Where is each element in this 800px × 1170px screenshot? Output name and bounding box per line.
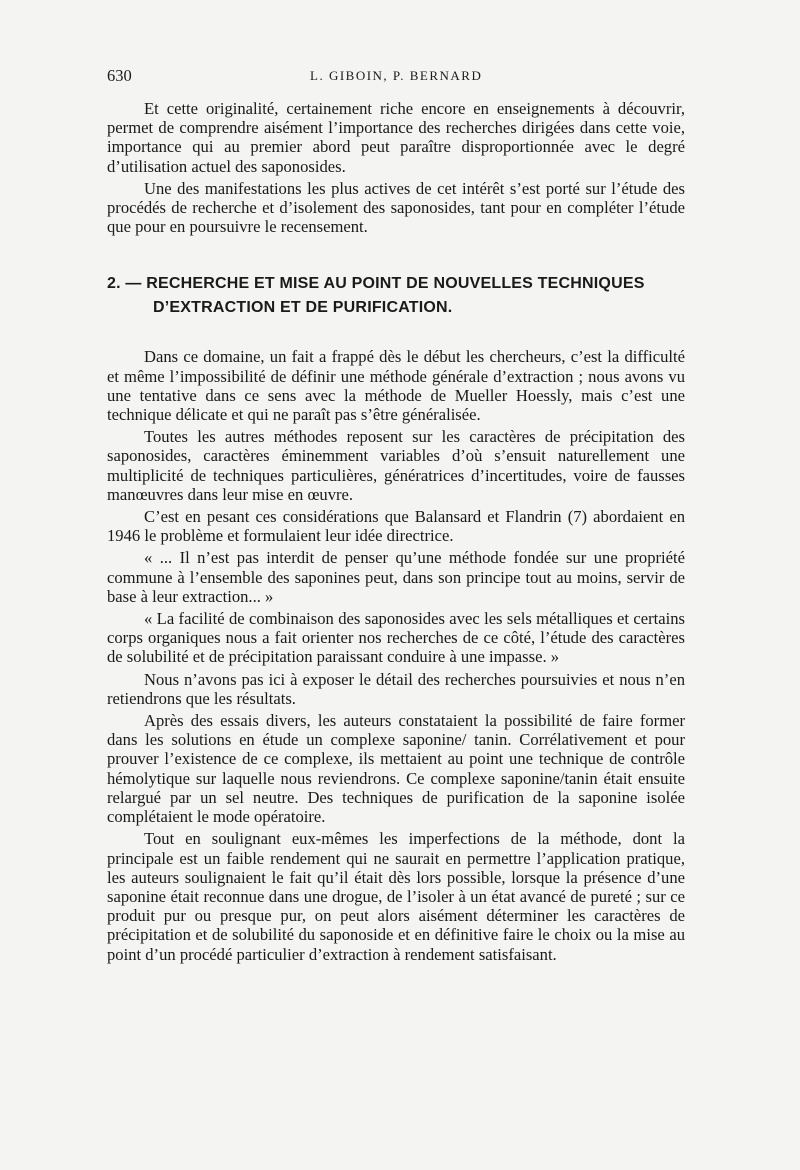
- paragraph: Après des essais divers, les auteurs constataient la possibilité de faire former dans les solutions en étude un complexe saponine/ tanin. Corrélativement et pour prouver l’existence de ce complexe, ils mettaient au point une technique de contrôle hémolytique sur laquelle nous reviendrons. Ce complexe saponine/tanin était ensuite relargué par un sel neutre. Des techniques de purification de la saponine isolée complétaient le mode opératoire.: [107, 711, 685, 827]
- section-heading-line: D’EXTRACTION ET DE PURIFICATION.: [153, 299, 453, 317]
- book-page: [107, 66, 685, 964]
- quote-paragraph: « La facilité de combinaison des saponosides avec les sels métalliques et certains corps organiques nous a fait orienter nos recherches de ce côté, l’étude des caractères de solubilité et de précipitation paraissant conduire à une impasse. »: [107, 609, 685, 667]
- page-number: 630: [107, 66, 132, 85]
- paragraph: C’est en pesant ces considérations que Balansard et Flandrin (7) abordaient en 1946 le problème et formulaient leur idée directrice.: [107, 507, 685, 546]
- running-head: L. GIBOIN, P. BERNARD: [310, 68, 483, 83]
- paragraph: Nous n’avons pas ici à exposer le détail des recherches poursuivies et nous n’en retiendrons que les résultats.: [107, 669, 685, 708]
- paragraph: Dans ce domaine, un fait a frappé dès le début les chercheurs, c’est la difficulté et même l’impossibilité de définir une méthode générale d’extraction ; nous avons vu une tentative dans ce sens avec la méthode de Mueller Hoessly, mais c’est une technique délicate et qui ne paraît pas s’être généralisée.: [107, 347, 685, 425]
- paragraph: Et cette originalité, certainement riche encore en enseignements à découvrir, permet de comprendre aisément l’importance des recherches dirigées dans cette voie, importance qui au premier abord peut paraître disproportionnée avec le degré d’utilisation actuel des saponosides.: [107, 99, 685, 176]
- paragraph: Tout en soulignant eux-mêmes les imperfections de la méthode, dont la principale est un faible rendement qui ne saurait en permettre l’application pratique, les auteurs soulignaient le fait qu’il était dès lors possible, lorsque la présence d’une saponine était reconnue dans une drogue, de l’isoler à un état avancé de pureté ; sur ce produit pur ou presque pur, on peut alors aisément déterminer les caractères de précipitation et de solubilité du saponoside et en définitive faire le choix ou la mise au point d’un procédé particulier d’extraction à rendement satisfaisant.: [107, 829, 685, 964]
- page-header: [107, 66, 685, 90]
- quote-paragraph: « ... Il n’est pas interdit de penser qu’une méthode fondée sur une propriété commune à l’ensemble des saponines peut, dans son principe tout au moins, servir de base à leur extraction... »: [107, 548, 685, 606]
- paragraph: Une des manifestations les plus actives de cet intérêt s’est porté sur l’étude des procédés de recherche et d’isolement des saponosides, tant pour en compléter l’étude que pour en poursuivre le recensement.: [107, 178, 685, 237]
- section-heading-line: 2. — RECHERCHE ET MISE AU POINT DE NOUVELLES TECHNIQUES: [107, 275, 645, 293]
- paragraph: Toutes les autres méthodes reposent sur les caractères de précipitation des saponosides, caractères éminemment variables d’où s’ensuit naturellement une multiplicité de techniques particulières, génératrices d’incertitudes, voire de fausses manœuvres dans leur mise en œuvre.: [107, 427, 685, 504]
- section-heading: [107, 272, 685, 320]
